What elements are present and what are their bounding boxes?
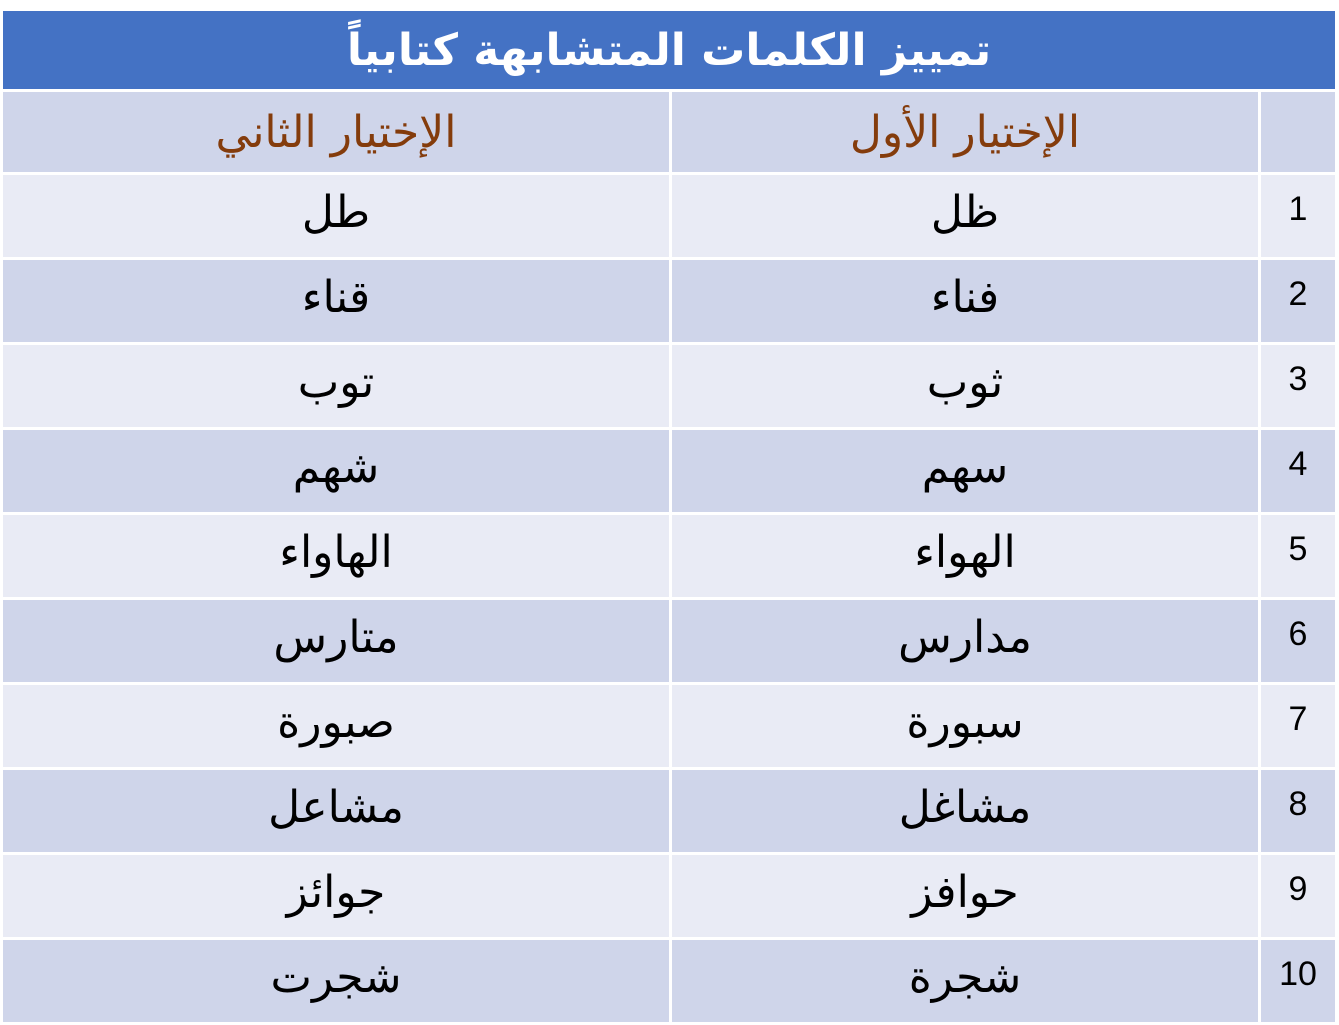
first-choice-cell [671,684,1260,769]
second-choice-word: صبورة [277,696,395,748]
second-choice-word: متارس [273,611,399,663]
first-choice-word: ثوب [926,356,1004,408]
first-choice-word: سبورة [906,696,1024,748]
second-choice-word: شهم [292,441,380,493]
second-choice-word: مشاعل [268,781,404,833]
first-choice-word: حوافز [911,866,1019,918]
header-number [1260,91,1337,174]
first-choice-cell [671,514,1260,599]
first-choice-cell [671,769,1260,854]
second-choice-cell [2,769,671,854]
table-row [2,684,1337,769]
table-row [2,514,1337,599]
header-row [2,91,1337,174]
second-choice-cell [2,939,671,1024]
word-choice-table-container [0,8,1335,1025]
word-choice-table [0,8,1338,1025]
row-number: 5 [1260,514,1337,599]
second-choice-word: الهاواء [279,526,393,578]
first-choice-word: فناء [930,271,1000,323]
first-choice-word: الهواء [914,526,1016,578]
row-number: 9 [1260,854,1337,939]
second-choice-word: طل [301,186,371,238]
title-row [2,10,1337,91]
table-title: تمييز الكلمات المتشابهة كتابياً [2,10,1337,91]
table-row [2,939,1337,1024]
second-choice-word: توب [297,356,375,408]
table-row [2,259,1337,344]
table-row [2,599,1337,684]
row-number: 3 [1260,344,1337,429]
row-number: 8 [1260,769,1337,854]
row-number: 1 [1260,174,1337,259]
header-second-choice: الإختيار الثاني [2,91,671,174]
second-choice-cell [2,684,671,769]
table-row [2,854,1337,939]
table-row [2,769,1337,854]
second-choice-cell [2,174,671,259]
second-choice-cell [2,599,671,684]
second-choice-cell [2,259,671,344]
first-choice-word: سهم [921,441,1009,493]
second-choice-cell [2,854,671,939]
row-number: 4 [1260,429,1337,514]
first-choice-cell [671,939,1260,1024]
second-choice-word: قناء [301,271,371,323]
first-choice-cell [671,259,1260,344]
row-number: 10 [1260,939,1337,1024]
second-choice-cell [2,429,671,514]
first-choice-cell [671,174,1260,259]
row-number: 7 [1260,684,1337,769]
first-choice-cell [671,344,1260,429]
row-number: 6 [1260,599,1337,684]
first-choice-cell [671,429,1260,514]
first-choice-cell [671,854,1260,939]
table-row [2,429,1337,514]
header-first-choice: الإختيار الأول [671,91,1260,174]
first-choice-word: مشاغل [898,781,1032,833]
first-choice-word: ظل [930,186,1000,238]
row-number: 2 [1260,259,1337,344]
second-choice-cell [2,514,671,599]
second-choice-cell [2,344,671,429]
first-choice-cell [671,599,1260,684]
first-choice-word: شجرة [908,951,1022,1003]
table-row [2,174,1337,259]
table-row [2,344,1337,429]
second-choice-word: شجرت [270,951,402,1003]
first-choice-word: مدارس [898,611,1032,663]
second-choice-word: جوائز [286,866,386,918]
